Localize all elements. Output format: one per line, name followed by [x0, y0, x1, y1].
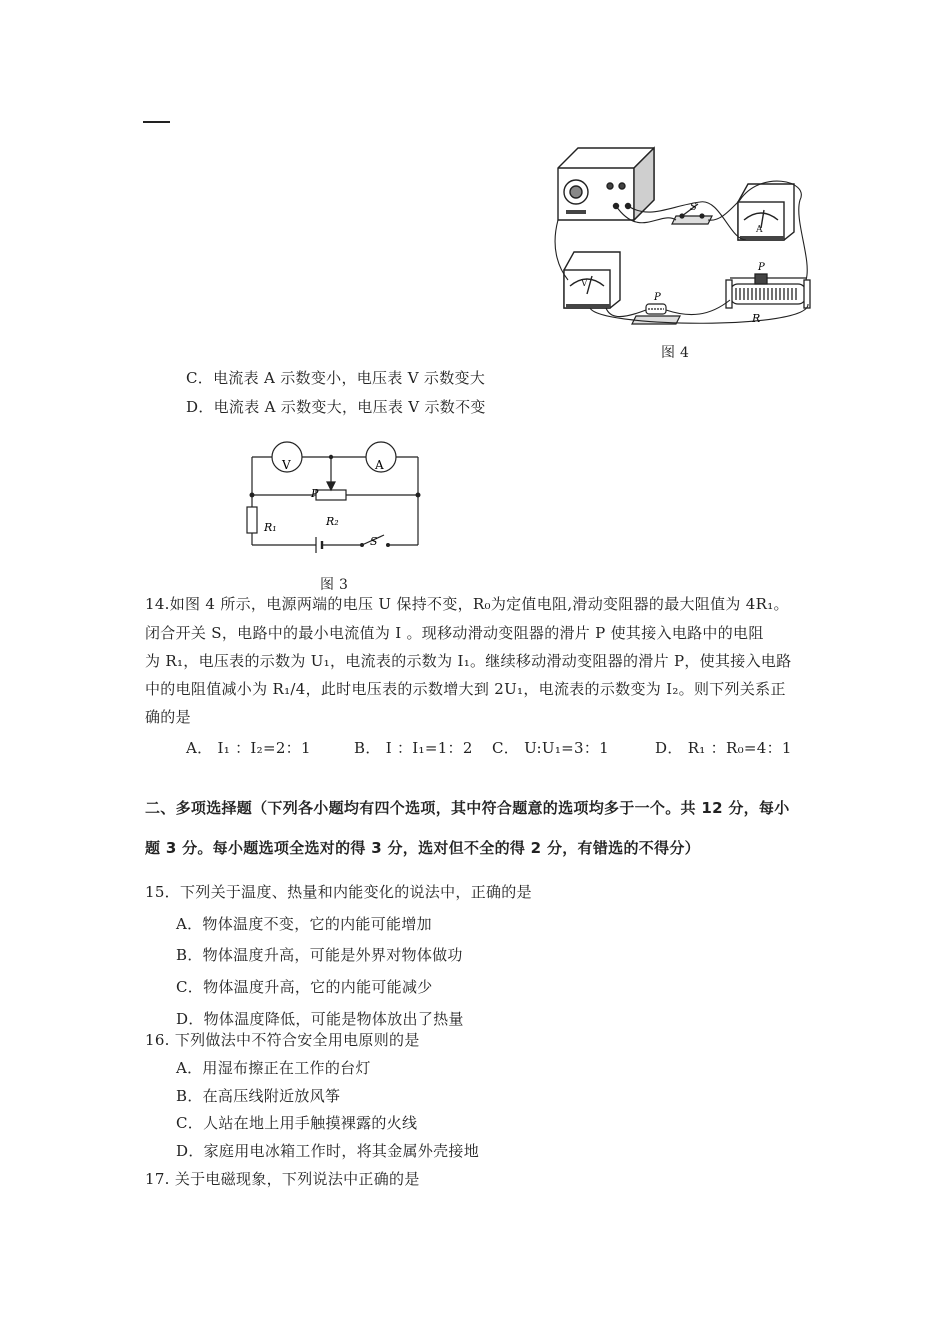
switch-label: S — [690, 202, 697, 213]
q14-option-a: A． I₁ ：I₂=2：1 — [186, 739, 311, 757]
q14-line2: 闭合开关 S，电路中的最小电流值为 I 。现移动滑动变阻器的滑片 P 使其接入电路中的电阻 — [145, 624, 764, 642]
figure-4-caption: 图 4 — [661, 345, 690, 361]
figure-4-apparatus — [550, 140, 820, 330]
q16-option-d: D．家庭用电冰箱工作时，将其金属外壳接地 — [176, 1142, 480, 1160]
q14-line3: 为 R₁，电压表的示数为 U₁，电流表的示数为 I₁。继续移动滑动变阻器的滑片 P，使其接入电路 — [145, 652, 792, 670]
rheostat-icon — [726, 274, 810, 308]
power-supply-icon — [558, 148, 654, 220]
r2-label: R₂ — [326, 515, 339, 528]
q16-option-c: C．人站在地上用手触摸裸露的火线 — [176, 1114, 418, 1132]
rheostat-label-P: P — [654, 292, 661, 303]
section2-heading-line1: 二、多项选择题（下列各小题均有四个选项，其中符合题意的选项均多于一个。共 12 分，每小 — [145, 799, 790, 817]
q15-stem: 15．下列关于温度、热量和内能变化的说法中，正确的是 — [145, 883, 532, 901]
q15-option-a: A．物体温度不变，它的内能可能增加 — [176, 915, 432, 933]
switch-s-label: S — [370, 535, 378, 548]
rheostat-label-R: R — [752, 312, 761, 325]
resistor-r1 — [247, 507, 257, 533]
q14-option-b: B． I ：I₁=1：2 — [354, 739, 473, 757]
q14-option-c: C． U:U₁=3：1 — [492, 739, 610, 757]
ammeter-label: A — [375, 458, 384, 472]
q16-stem: 16. 下列做法中不符合安全用电原则的是 — [145, 1031, 420, 1049]
q16-option-a: A．用湿布擦正在工作的台灯 — [176, 1059, 371, 1077]
figure-3-caption: 图 3 — [320, 577, 349, 593]
q15-option-b: B．物体温度升高，可能是外界对物体做功 — [176, 946, 463, 964]
q14-line1: 14.如图 4 所示，电源两端的电压 U 保持不变，R₀为定值电阻,滑动变阻器的最大阻值为 4R₁。 — [145, 595, 789, 613]
q15-option-c: C．物体温度升高，它的内能可能减少 — [176, 978, 433, 996]
svg-text:A: A — [756, 225, 763, 235]
rheostat-slider-label: P — [758, 262, 765, 273]
slider-label: P — [311, 487, 319, 500]
voltmeter-icon — [564, 252, 620, 308]
q13-option-d: D．电流表 A 示数变大，电压表 V 示数不变 — [186, 398, 486, 416]
q17-stem: 17. 关于电磁现象，下列说法中正确的是 — [145, 1170, 420, 1188]
section2-heading-line2: 题 3 分。每小题选项全选对的得 3 分，选对但不全的得 2 分，有错选的不得分） — [145, 839, 700, 857]
q16-option-b: B．在高压线附近放风筝 — [176, 1087, 341, 1105]
r1-label: R₁ — [264, 521, 277, 534]
rheostat-r2 — [316, 490, 346, 500]
voltmeter-label: V — [282, 458, 291, 472]
q15-option-d: D．物体温度降低，可能是物体放出了热量 — [176, 1010, 464, 1028]
figure-3-circuit — [238, 435, 438, 565]
q14-line4: 中的电阻值减小为 R₁/4，此时电压表的示数增大到 2U₁，电流表的示数变为 I₂。则下列关系正 — [145, 680, 786, 698]
q14-line5: 确的是 — [145, 708, 191, 726]
q14-option-d: D． R₁ ：R₀=4：1 — [655, 739, 792, 757]
svg-text:V: V — [581, 279, 588, 289]
top-rule — [143, 121, 170, 123]
q13-option-c: C．电流表 A 示数变小，电压表 V 示数变大 — [186, 369, 486, 387]
